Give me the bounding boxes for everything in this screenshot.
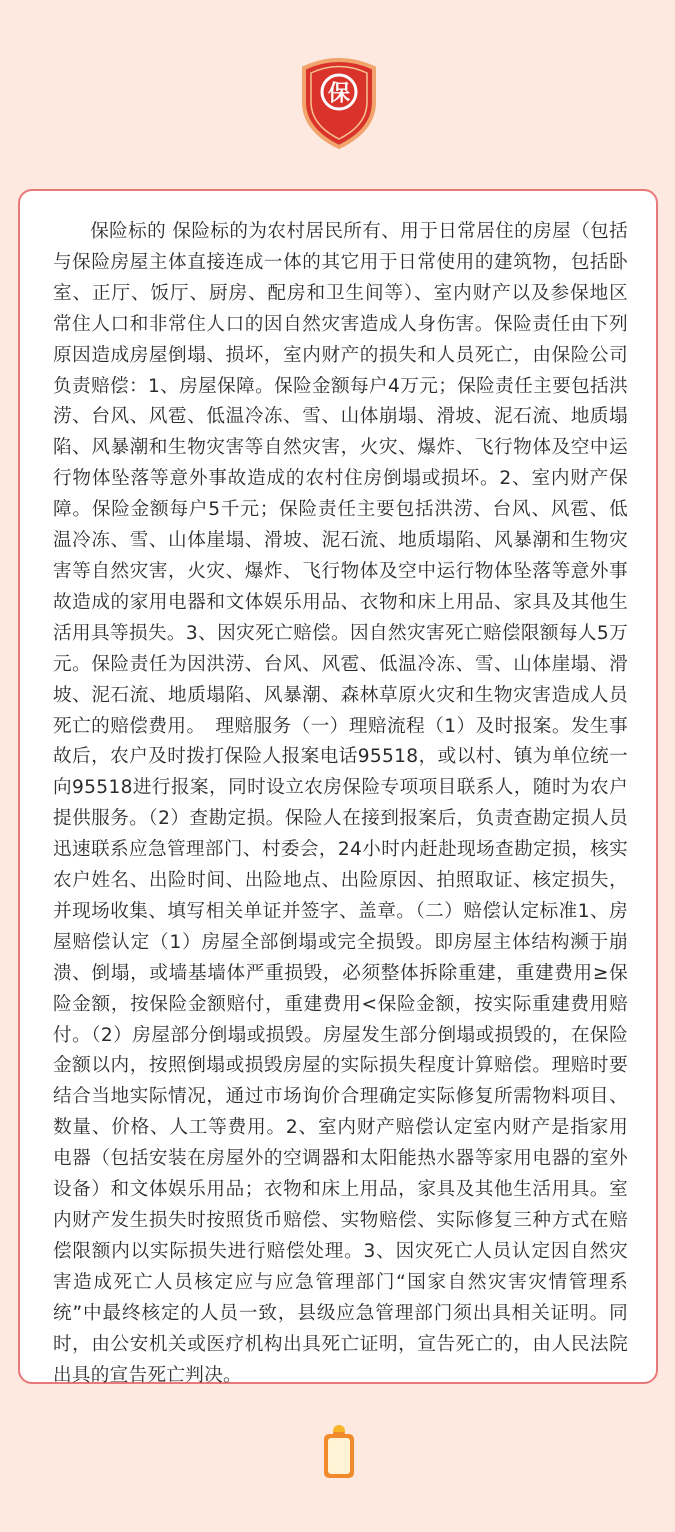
content-paragraph: 保险标的 保险标的为农村居民所有、用于日常居住的房屋（包括与保险房屋主体直接连成一体的其它用于日常使用的建筑物，包括卧室、正厅、饭厅、厨房、配房和卫生间等）、室内财产以及参保地区常住人口和非常住人口的因自然灾害造成人身伤害。保险责任由下列原因造成房屋倒塌、损坏，室内财产的损失和人员死亡，由保险公司负责赔偿：1、房屋保障。保险金额每户4万元；保险责任主要包括洪涝、台风、风雹、低温冷冻、雪、山体崩塌、滑坡、泥石流、地质塌陷、风暴潮和生物灾害等自然灾害，火灾、爆炸、飞行物体及空中运行物体坠落等意外事故造成的农村住房倒塌或损坏。2、室内财产保障。保险金额每户5千元；保险责任主要包括洪涝、台风、风雹、低温冷冻、雪、山体崖塌、滑坡、泥石流、地质塌陷、风暴潮和生物灾害等自然灾害，火灾、爆炸、飞行物体及空中运行物体坠落等意外事故造成的家用电器和文体娱乐用品、衣物和床上用品、家具及其他生活用具等损失。3、因灾死亡赔偿。因自然灾害死亡赔偿限额每人5万元。保险责任为因洪涝、台风、风雹、低温冷冻、雪、山体崖塌、滑坡、泥石流、地质塌陷、风暴潮、森林草原火灾和生物灾害造成人员死亡的赔偿费用。 理赔服务（一）理赔流程（1）及时报案。发生事故后，农户及时拨打保险人报案电话95518，或以村、镇为单位统一向95518进行报案，同时设立农房保险专项项目联系人，随时为农户提供服务。（2）查勘定损。保险人在接到报案后，负责查勘定损人员迅速联系应急管理部门、村委会，24小时内赶赴现场查勘定损，核实农户姓名、出险时间、出险地点、出险原因、拍照取证、核定损失，并现场收集、填写相关单证并签字、盖章。（二）赔偿认定标准1、房屋赔偿认定（1）房屋全部倒塌或完全损毁。即房屋主体结构濒于崩溃、倒塌，或墙基墙体严重损毁，必须整体拆除重建，重建费用≥保险金额，按保险金额赔付，重建费用<保险金额，按实际重建费用赔付。（2）房屋部分倒塌或损毁。房屋发生部分倒塌或损毁的，在保险金额以内，按照倒塌或损毁房屋的实际损失程度计算赔偿。理赔时要结合当地实际情况，通过市场询价合理确定实际修复所需物料项目、数量、价格、人工等费用。2、室内财产赔偿认定室内财产是指家用电器（包括安装在房屋外的空调器和太阳能热水器等家用电器的室外设备）和文体娱乐用品；衣物和床上用品，家具及其他生活用具。室内财产发生损失时按照货币赔偿、实物赔偿、实际修复三种方式在赔偿限额内以实际损失进行赔偿处理。3、因灾死亡人员认定因自然灾害造成死亡人员核定应与应急管理部门“国家自然灾害灾情管理系统”中最终核定的人员一致，县级应急管理部门须出具相关证明。同时，由公安机关或医疗机构出具死亡证明，宣告死亡的，由人民法院出具的宣告死亡判决。: [53, 221, 628, 1386]
insurance-shield-badge: [296, 50, 382, 150]
insurance-shield-icon: [296, 50, 382, 150]
content-card: [18, 189, 658, 1384]
badge-glyph: 保: [327, 81, 351, 107]
footer-tag: [320, 1420, 358, 1482]
hanging-tag-icon: [320, 1420, 358, 1482]
